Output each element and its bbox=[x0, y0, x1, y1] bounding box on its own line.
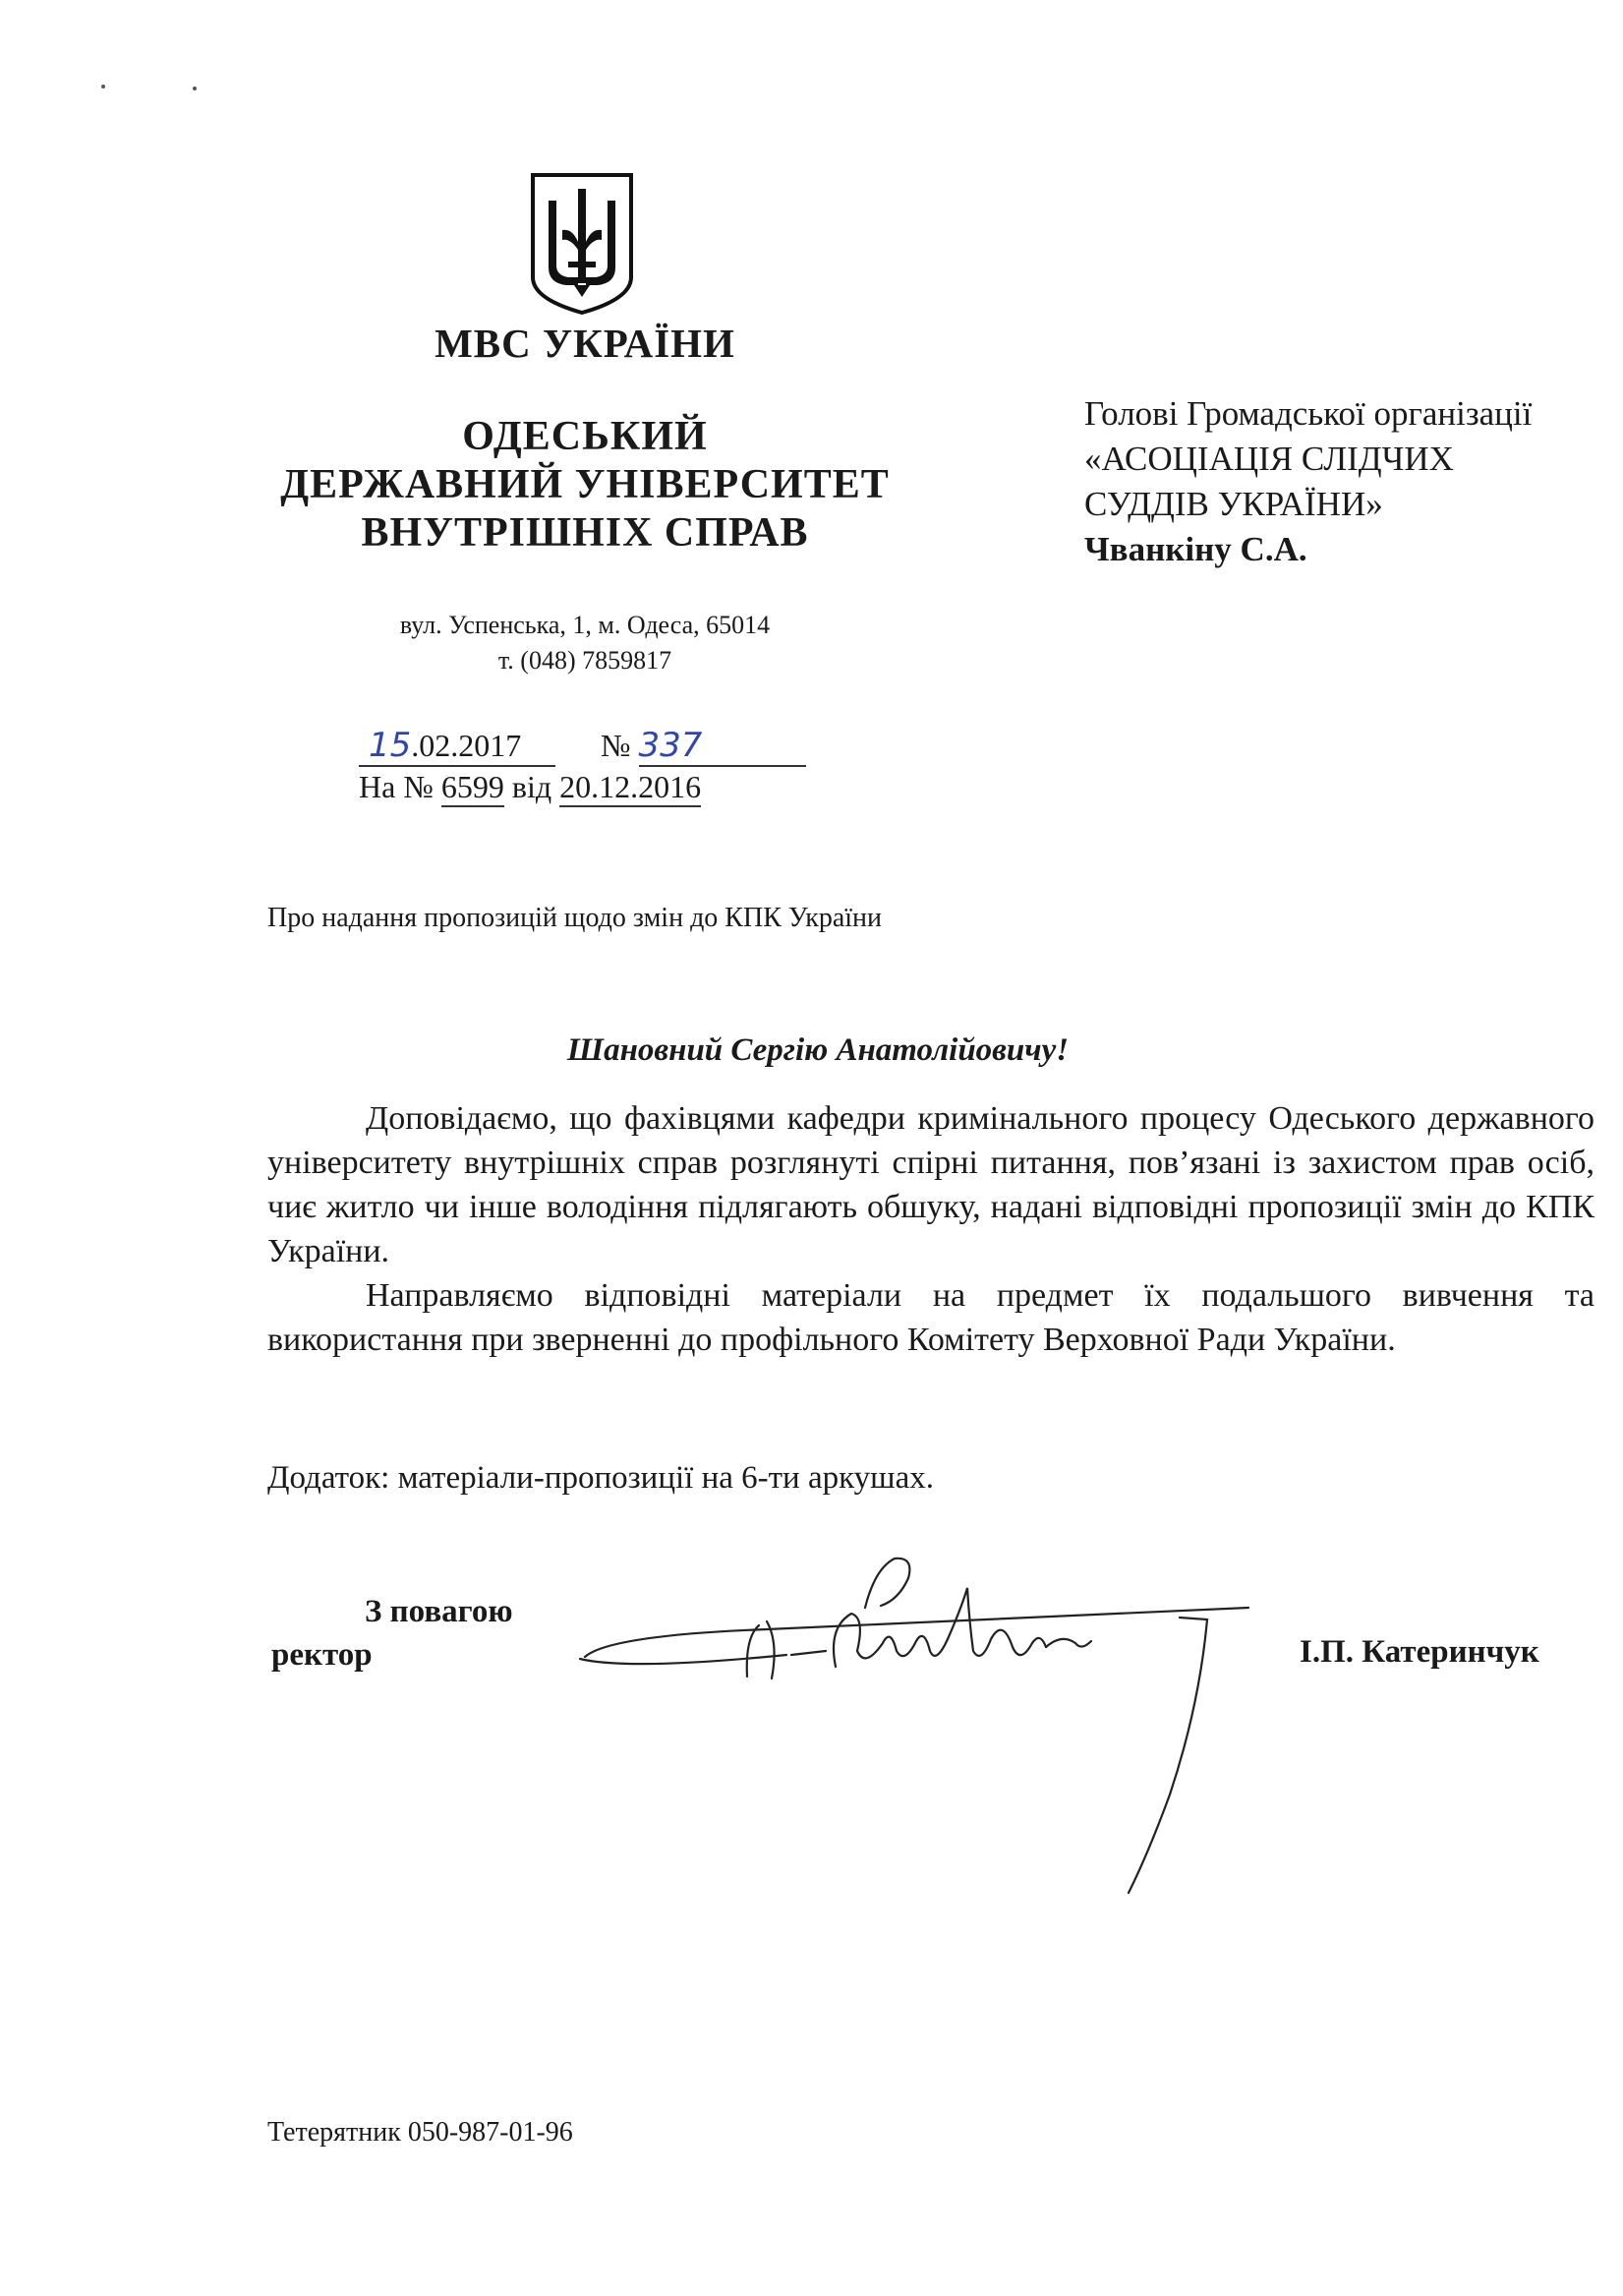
university-name-line-2: ДЕРЖАВНИЙ УНІВЕРСИТЕТ bbox=[280, 462, 890, 507]
address-street: вул. Успенська, 1, м. Одеса, 65014 bbox=[399, 611, 771, 639]
registration-date-rest: .02.2017 bbox=[411, 728, 522, 763]
reply-date: 20.12.2016 bbox=[559, 769, 701, 807]
address-phone: т. (048) 7859817 bbox=[497, 646, 672, 675]
reply-reference bbox=[359, 769, 701, 807]
signer-position: ректор bbox=[271, 1637, 373, 1673]
university-address bbox=[275, 608, 895, 678]
executor-contact: Тетерятник 050-987-01-96 bbox=[267, 2117, 573, 2148]
university-name bbox=[211, 413, 958, 558]
closing-phrase: З повагою bbox=[365, 1594, 513, 1629]
body-paragraph: Доповідаємо, що фахівцями кафедри кримінального процесу Одеського державного університету внутрішніх справ розглянуті спірні питання, пов’язані із захистом прав осіб, чиє житло чи інше володіння підлягають обшуку, надані відповідні пропозиції змін до КПК України. bbox=[267, 1100, 1594, 1269]
registration-date-day: 15 bbox=[369, 726, 412, 765]
university-name-line-3: ВНУТРІШНІХ СПРАВ bbox=[361, 510, 809, 556]
university-name-line-1: ОДЕСЬКИЙ bbox=[462, 414, 708, 459]
reply-number: 6599 bbox=[441, 769, 504, 807]
salutation: Шановний Сергію Анатолійовичу! bbox=[566, 1032, 1070, 1068]
recipient-line-2: «АСОЦІАЦІЯ СЛІДЧИХ bbox=[1084, 440, 1454, 478]
registration-number-field bbox=[639, 726, 806, 767]
recipient-line-3: СУДДІВ УКРАЇНИ» bbox=[1084, 485, 1383, 523]
signature-closing bbox=[271, 1590, 513, 1677]
registration-number-label: № bbox=[601, 728, 631, 763]
attachment-note: Додаток: матеріали-пропозиції на 6-ти аркушах. bbox=[267, 1460, 934, 1496]
registration-line bbox=[359, 726, 806, 767]
letter-body bbox=[267, 1096, 1594, 1362]
ministry-title: МВС УКРАЇНИ bbox=[435, 321, 735, 366]
scan-specks bbox=[93, 69, 211, 98]
handwritten-signature bbox=[570, 1549, 1278, 1903]
recipient-line-1: Голові Громадської організації bbox=[1084, 394, 1533, 433]
recipient-block bbox=[1084, 391, 1532, 572]
reply-prefix: На № bbox=[359, 769, 434, 804]
reply-mid: від bbox=[511, 769, 552, 804]
letter-subject: Про надання пропозицій щодо змін до КПК України bbox=[267, 903, 883, 933]
coat-of-arms-emblem bbox=[529, 171, 635, 317]
body-paragraph: Направляємо відповідні матеріали на предмет їх подальшого вивчення та використання при зверненні до профільного Комітету Верховної Ради України. bbox=[267, 1277, 1594, 1358]
registration-date-field bbox=[359, 726, 555, 767]
signer-name: І.П. Катеринчук bbox=[1300, 1634, 1539, 1670]
registration-number-value: 337 bbox=[638, 726, 703, 765]
recipient-name: Чванкіну С.А. bbox=[1084, 530, 1307, 568]
